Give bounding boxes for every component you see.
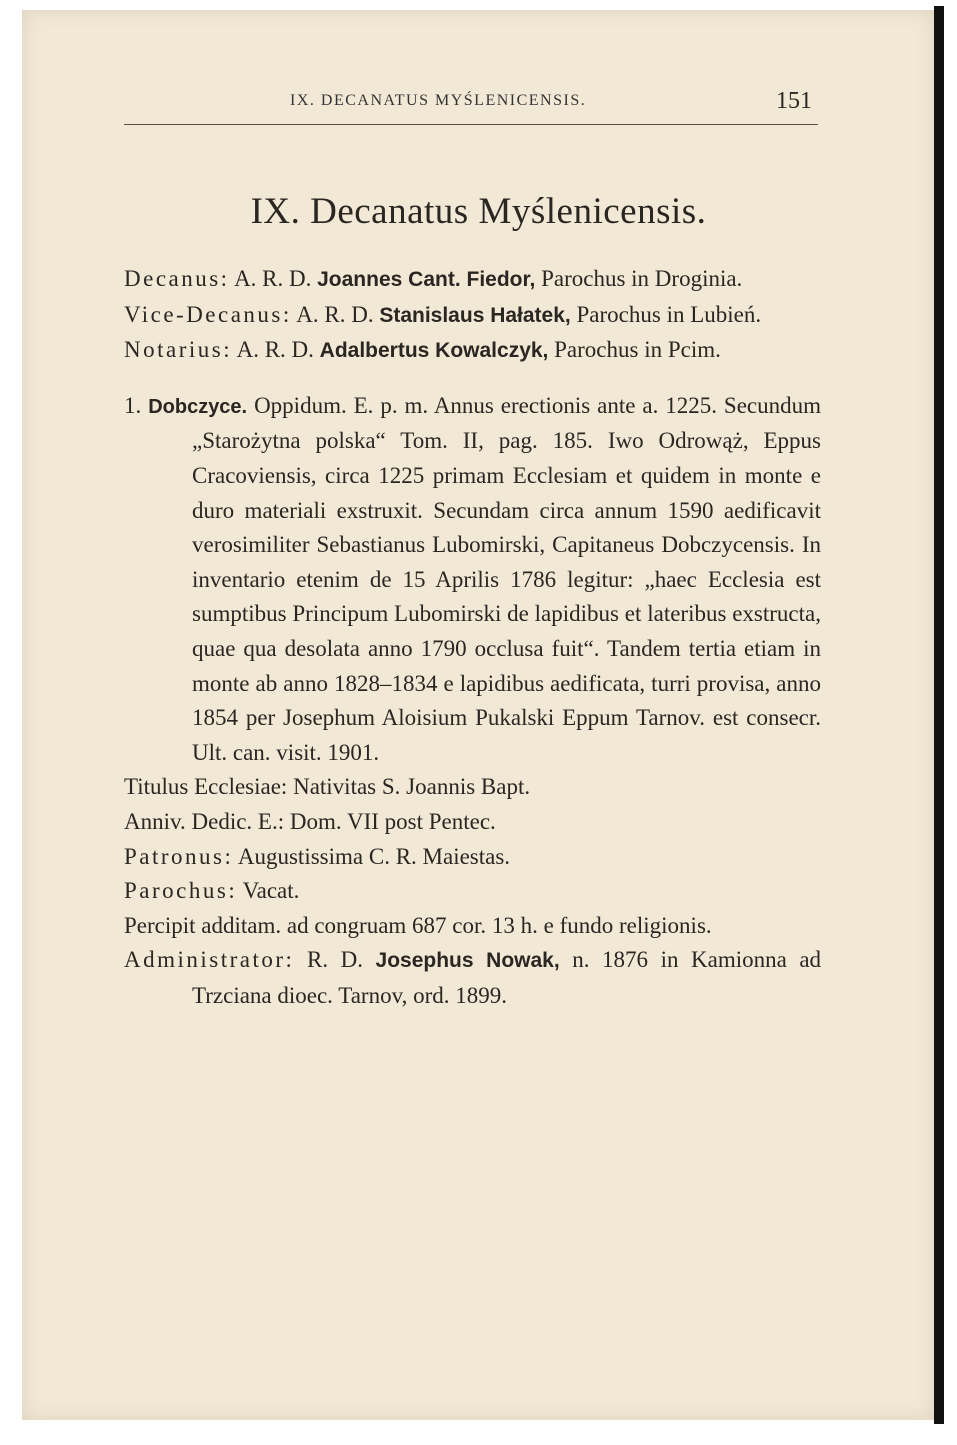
title-prefix: R. D. xyxy=(306,947,363,973)
entry-administrator xyxy=(124,943,821,1013)
chapter-title: IX. Decanatus Myślenicensis. xyxy=(250,191,707,232)
person-name: Josephus Nowak, xyxy=(375,949,560,973)
page-body xyxy=(124,262,821,1013)
entry-rest: Parochus in Pcim. xyxy=(554,337,721,363)
header-rule xyxy=(124,124,818,125)
detail-label: Parochus: xyxy=(124,878,238,904)
detail-text: Percipit additam. ad congruam 687 cor. 13 h. e fundo religionis. xyxy=(124,912,712,938)
entry-patronus xyxy=(124,840,821,875)
entry-decanus xyxy=(124,262,821,298)
role-label: Vice-Decanus: xyxy=(124,301,292,327)
detail-value: Dom. VII post Pentec. xyxy=(289,808,496,834)
detail-label: Patronus: xyxy=(124,843,234,869)
detail-label: Administrator: xyxy=(124,947,295,973)
running-title: IX. DECANATUS MYŚLENICENSIS. xyxy=(290,92,587,109)
entry-rest: Parochus in Droginia. xyxy=(541,266,743,291)
parish-entry xyxy=(124,389,821,771)
page-number: 151 xyxy=(776,88,812,114)
title-prefix: A. R. D. xyxy=(234,266,312,291)
entry-rest: Parochus in Lubień. xyxy=(576,301,762,327)
running-header xyxy=(0,88,957,128)
entry-anniversary xyxy=(124,805,821,840)
person-name: Adalbertus Kowalczyk, xyxy=(319,339,549,363)
person-name: Stanislaus Hałatek, xyxy=(379,303,571,327)
detail-value: Augustissima C. R. Maiestas. xyxy=(237,843,511,869)
title-prefix: A. R. D. xyxy=(296,301,374,327)
entry-percipit xyxy=(124,909,821,944)
parish-name: Dobczyce. xyxy=(148,395,248,418)
parish-number: 1. xyxy=(124,392,142,418)
role-label: Decanus: xyxy=(124,266,230,291)
title-prefix: A. R. D. xyxy=(236,337,314,363)
detail-value: Vacat. xyxy=(242,878,300,904)
role-label: Notarius: xyxy=(124,337,233,363)
entry-parochus xyxy=(124,874,821,909)
detail-value: Nativitas S. Joannis Bapt. xyxy=(293,774,531,800)
detail-label: Anniv. Dedic. E.: xyxy=(124,808,285,834)
parish-history: Oppidum. E. p. m. Annus erectionis ante a. 1225. Secundum „Starożytna polska“ Tom. II, pag. 185. Iwo Odrowąż, Eppus Cracoviensis, circa 1225 primam Ecclesiam et quidem in monte e duro materiali exstruxit. Secundam circa annum 1590 aedificavit verosimiliter Sebastianus Lubomirski, Capitaneus Dobczycensis. In inventario etenim de 15 Aprilis 1786 legitur: „haec Ecclesia est sumptibus Principum Lubomirski de lapidibus et lateribus exstructa, quae qua desolata anno 1790 occlusa fuit“. Tandem tertia etiam in monte ab anno 1828–1834 e lapidibus aedificata, turri provisa, anno 1854 per Josephum Aloisium Pukalski Eppum Tarnov. est consecr. Ult. can. visit. 1901. xyxy=(192,392,822,765)
detail-label: Titulus Ecclesiae: xyxy=(124,774,288,800)
entry-vicedecanus xyxy=(124,298,821,334)
entry-titulus xyxy=(124,770,821,805)
entry-notarius xyxy=(124,333,821,369)
entry-rest: n. 1876 in Kamionna ad Trzciana dioec. Tarnov, ord. 1899. xyxy=(192,947,822,1008)
person-name: Joannes Cant. Fiedor, xyxy=(317,268,536,291)
